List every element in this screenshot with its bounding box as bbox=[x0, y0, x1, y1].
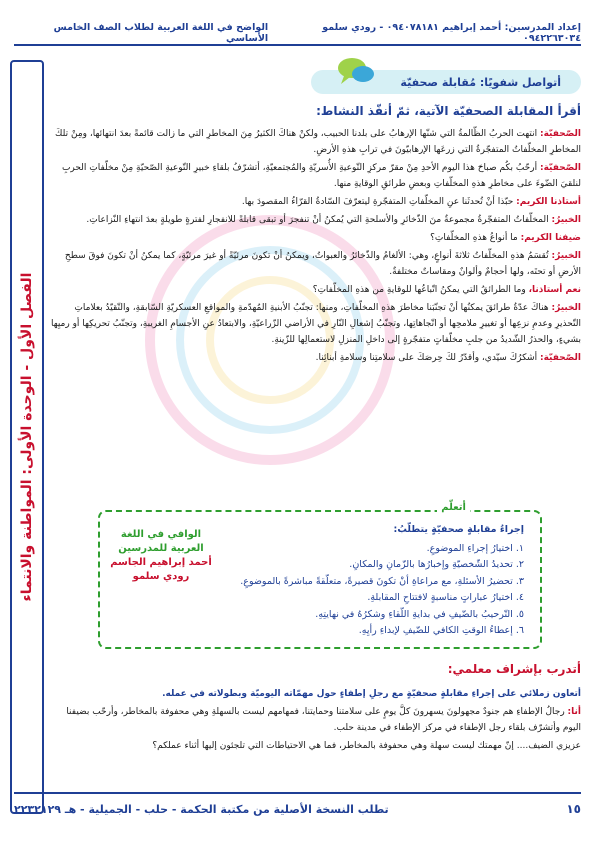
paragraph-text: عزيزي الضيف.... إنّ مهمتك ليست سهلة وهي محفوفة بالمخاطر، فما هي الاحتياطات التي تلجئون إليها أثناء عملكم؟ bbox=[152, 741, 581, 751]
page-header bbox=[14, 22, 581, 44]
interview-text bbox=[48, 126, 581, 368]
learn-tab: أتعلّم bbox=[437, 502, 470, 513]
chapter-title: الفصل الأول - الوحدة الأولى: المواطنة والانتماء bbox=[19, 272, 35, 602]
practice-task: أتعاون زملائي على إجراءِ مقابلةٍ صحفيّةٍ مع رجلِ إطفاءٍ حول مهمّاته اليوميّة وبطولاته في عمله. bbox=[162, 689, 581, 699]
paragraph bbox=[48, 282, 581, 298]
steps-title: إجراءُ مقابلةٍ صحفيّةٍ يتطلّبُ: bbox=[393, 524, 524, 535]
paragraph-text: ما أنواعُ هذهِ المخلّفاتِ؟ bbox=[430, 233, 518, 243]
paragraph-text: حبّذا أنْ تُحدثَنا عنِ المخلّفاتِ المتفجّرةِ ليتعرّفَ السّادةُ القرّاءُ المقصودَ بها. bbox=[241, 197, 514, 207]
paragraph-text: المخلّفاتُ المتفجّرةُ مجموعةٌ منَ الذّخائرِ والأسلحةِ التي يُمكنُ أنْ تنفجرَ أو تبقى قابلةً للانفجارِ لفترةٍ طويلةٍ بعدَ انتهاءِ النّزاعاتِ. bbox=[86, 215, 549, 225]
step-item: ٥. التّرحيبُ بالضّيفِ في بدايةِ اللّقاءِ وشكرُهُ في نهايتِهِ. bbox=[315, 608, 524, 620]
paragraph-text: رجالُ الإطفاءِ هم جنودٌ مجهولونَ يسهرونَ كلَّ يومٍ على سلامتنا وحمايتنا، فمهامهم ليست بالسهلةِ وهي محفوفة بالمخاطر، وأرحّب بضيفنا اليوم وأتشرّف بلقاء رجل الإطفاء في مركز الإطفاء في مدينة حلب. bbox=[66, 707, 581, 733]
paragraph-text: تُقسَمُ هذهِ المخلّفاتُ ثلاثةَ أنواعٍ، وهي: الألغامُ والذّخائرُ والعبواتُ، ويمكنُ أنْ تكونَ مرئيّةً أو غيرَ مرئيّةٍ، كما يمكنُ أنْ تكونَ فوقَ سطحِ الأرضِ أو تحتَه، ولها أحجامٌ وألوانٌ ومقاساتٌ مختلفةٌ. bbox=[64, 251, 581, 277]
practice-title: أتدرب بإشراف معلمي: bbox=[447, 662, 581, 676]
paragraph bbox=[48, 160, 581, 192]
step-item: ٣. تحضيرُ الأسئلةِ، مع مراعاةِ أنْ تكونَ قصيرةً، متعلّقةً مباشرةً بالموضوعِ. bbox=[240, 575, 524, 587]
speaker-label: أستاذنا الكريم: bbox=[516, 197, 581, 207]
book-promo bbox=[106, 528, 216, 584]
promo-title: الوافي في اللغة العربية للمدرسين bbox=[118, 529, 204, 554]
step-item: ٢. تحديدُ الشّخصيّةِ وإخبارُها بالزّمانِ والمكانِ. bbox=[349, 559, 524, 570]
section-title: أقرأ المقابلة الصحفيّة الآتية، ثمّ أنفّذ النشاط: bbox=[316, 104, 581, 118]
step-item: ٤. اختيارُ عباراتٍ مناسبةٍ لافتتاحِ المقابلةِ. bbox=[367, 592, 524, 603]
conversation bbox=[48, 704, 581, 756]
speaker-label: الصّحفيّة: bbox=[539, 353, 581, 363]
paragraph bbox=[48, 194, 581, 210]
paragraph bbox=[48, 704, 581, 736]
banner-label: أتواصل شفويًا: مُقابلة صحفيّة bbox=[400, 75, 561, 89]
steps-list bbox=[234, 522, 524, 640]
learn-box bbox=[98, 502, 542, 649]
header-authors: إعداد المدرسين: أحمد إبراهيم ٠٩٤٠٧٨١٨١ - رودي سلمو ٠٩٤٢٢٦٣٠٣٤ bbox=[322, 22, 581, 44]
chapter-sidebar bbox=[10, 60, 44, 814]
paragraph bbox=[48, 350, 581, 366]
paragraph-text: هناكَ عدّةُ طرائقَ يمكنُها أنْ تجنّبَنا مخاطرَ هذهِ المخلّفاتِ، ومنها: تجنّبُ الأبنيةِ المُهدّمةِ والمواقعِ العسكريّةِ السّابقةِ، والتّقيّدُ بعلاماتِ التّحذيرِ وعدمِ نزعِها أو تغييرِ ملامحِها أو اتّجاهاتِها، وتجنّبُ إشعالِ النّارِ في الأراضي الزّراعيّةِ، والابتعادُ عنِ الأجسامِ الغريبةِ، وتجنّبُ تحريكِها أو رميِها بشيءٍ، والحذرُ الشّديدُ من جلبِ مخلّفاتٍ متفجّرةٍ إلى داخلِ المنزلِ لاستعمالِها للزّينةِ. bbox=[50, 303, 581, 345]
paragraph bbox=[48, 300, 581, 348]
paragraph-text: أشكرُكَ سيّدي، وأقدّرُ لكَ حِرصَكَ على سلامتِنا وسلامةِ أبنائِنا. bbox=[315, 353, 538, 363]
promo-author: رودي سلمو bbox=[132, 571, 190, 582]
speaker-label: الخبيرُ: bbox=[551, 303, 581, 313]
speech-bubbles-icon bbox=[336, 56, 376, 88]
speaker-label: الخبيرُ: bbox=[551, 251, 581, 261]
header-book-title: الواضح في اللغة العربية لطلاب الصف الخامس الأساسي bbox=[53, 22, 269, 44]
paragraph-text: انتهت الحربُ الظّالمةُ التي شنّها الإرهابُ على بلدنا الحبيب، ولكنْ هناكَ الكثيرُ مِنَ المخاطرِ التي ما زالت قائمةً بعدَ انتهائها، ومِنْ تلكَ المخاطرِ المخلّفاتُ المتفجّرةُ التي زرعَها الإرهابيّونَ في ترابِ هذهِ الأرضِ. bbox=[55, 129, 581, 155]
paragraph-text: وما الطرائقُ التي يمكنُ اتّباعُها للوقايةِ من هذهِ المخلّفاتِ؟ bbox=[312, 285, 526, 295]
promo-author: أحمد إبراهيم الجاسم bbox=[110, 557, 212, 568]
page-footer bbox=[14, 792, 581, 820]
step-item: ١. اختيارُ إجراءِ الموضوعِ. bbox=[426, 542, 524, 554]
header-rule bbox=[14, 44, 581, 46]
speaker-label: نعم أستاذنا، bbox=[528, 285, 581, 295]
step-item: ٦. إعطاءُ الوقتِ الكافي للضّيفِ لإبداءِ رأيِهِ. bbox=[358, 625, 524, 636]
speaker-label: الصّحفيّة: bbox=[539, 163, 581, 173]
speaker-label: أنا: bbox=[567, 707, 581, 717]
paragraph bbox=[48, 248, 581, 280]
page-number: ١٥ bbox=[566, 802, 581, 816]
paragraph bbox=[48, 212, 581, 228]
paragraph bbox=[48, 230, 581, 246]
speaker-label: الصّحفيّة: bbox=[539, 129, 581, 139]
content bbox=[48, 52, 581, 794]
paragraph bbox=[48, 738, 581, 754]
speaker-label: ضيفنا الكريم: bbox=[520, 233, 581, 243]
paragraph-text: أرحّبُ بكُم صباحَ هذا اليوم الأحدِ مِنْ مقرّ مركزِ التّوعيةِ الأُسريّةِ والمُجتمعيّةِ، أتشرّفُ بلقاءِ خبيرِ التّوعيةِ الصّحيّةِ مِنْ مخلّفاتِ الحربِ لنلقيَ الضّوءَ على مخاطرِ هذهِ المخلّفاتِ وبعضِ طرائقِ الوقايةِ منها. bbox=[61, 163, 581, 189]
speaker-label: الخبيرُ: bbox=[551, 215, 581, 225]
paragraph bbox=[48, 126, 581, 158]
footer-text: تطلب النسخة الأصلية من مكتبة الحكمة - حلب - الجميلية - هـ ٢٢٣٢١٢٩ bbox=[14, 802, 389, 816]
